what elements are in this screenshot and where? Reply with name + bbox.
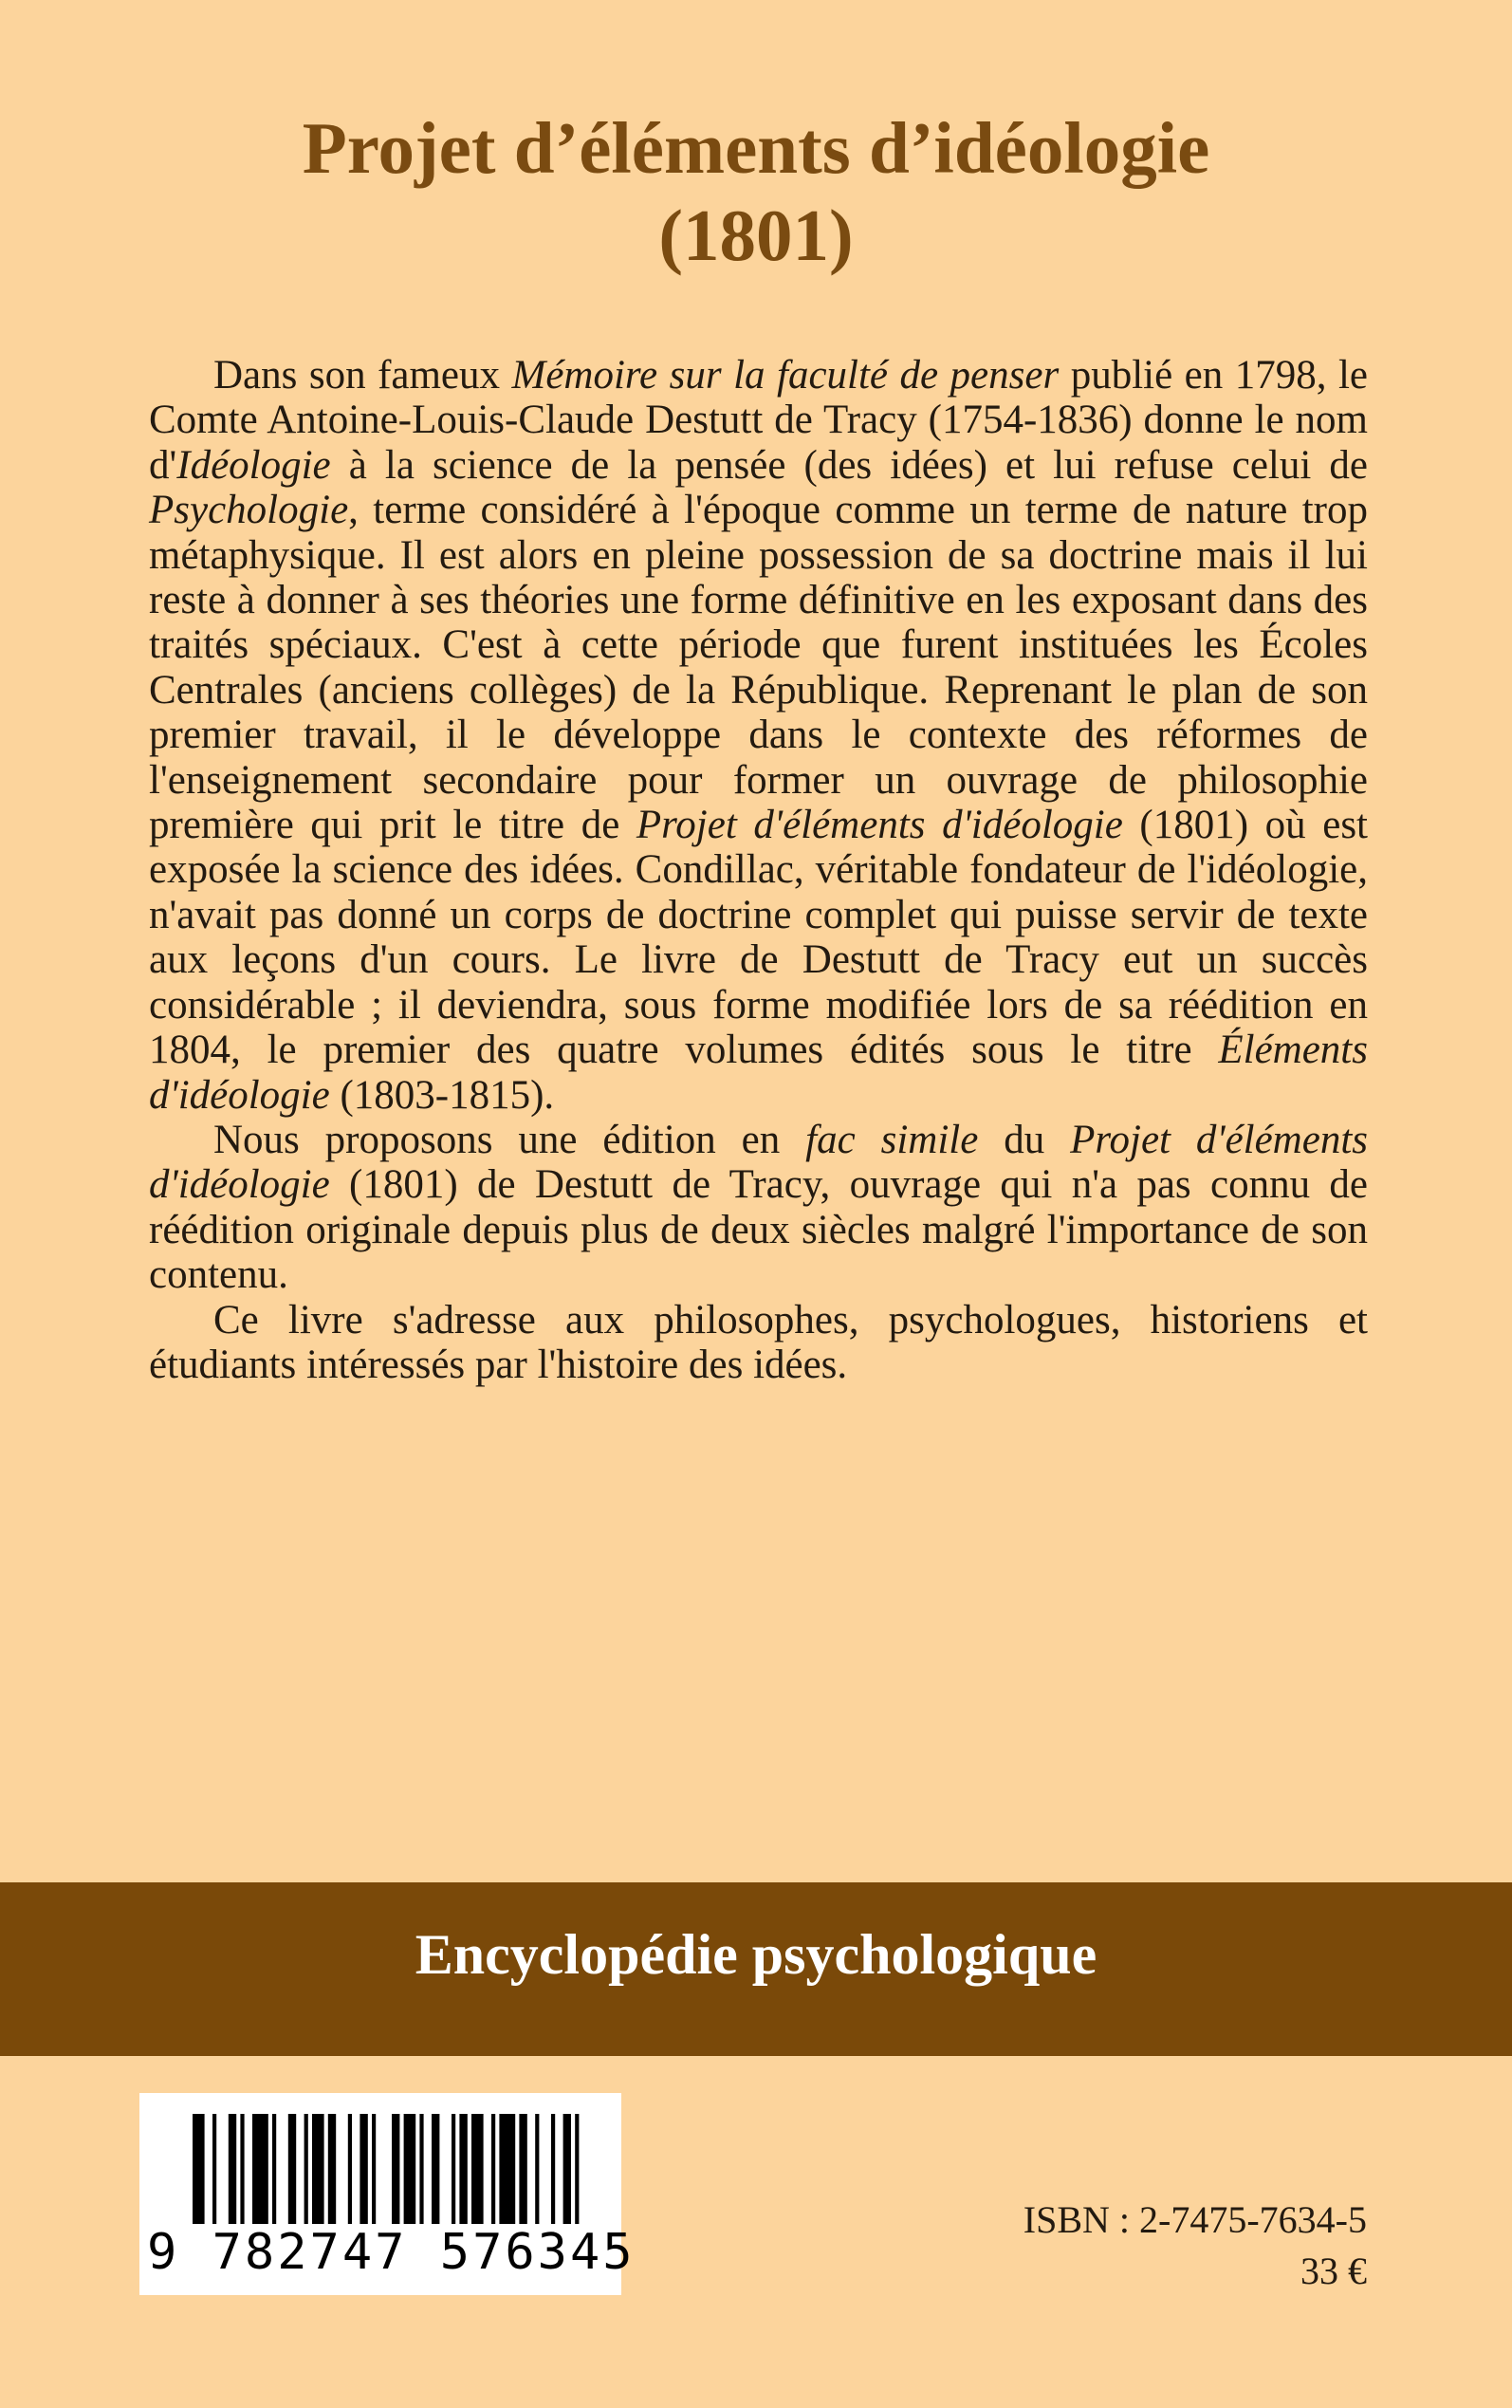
isbn-number: ISBN : 2-7475-7634-5 [1023, 2198, 1367, 2241]
body-text-run: publié en 1798, le Comte Antoine-Louis-Claude Destutt de Tracy (1754-1836) donne le nom d' [149, 353, 1368, 488]
barcode-bar [551, 2114, 555, 2224]
blurb-paragraph [149, 353, 1368, 1118]
body-text-run: à la science de la pensée (des idées) et lui refuse celui de [330, 442, 1368, 488]
book-title-line1: Projet d’éléments d’idéologie [302, 107, 1210, 189]
series-band [0, 1882, 1512, 2056]
barcode-bar [272, 2114, 276, 2224]
barcode-bar [193, 2114, 205, 2224]
body-text-run: (1803-1815). [329, 1072, 555, 1118]
barcode-bar [288, 2114, 296, 2224]
barcode-bar [348, 2114, 352, 2224]
body-text-run: du [978, 1117, 1071, 1162]
italic-title-text: Psychologie [149, 488, 349, 533]
italic-title-text: Idéologie [176, 442, 331, 488]
italic-title-text: fac simile [805, 1117, 979, 1162]
body-text-run: Ce livre s'adresse aux philosophes, psychologues, historiens et étudiants intéressés par l'histoire des idées. [149, 1297, 1368, 1387]
book-title [0, 104, 1512, 279]
body-text-run: , terme considéré à l'époque comme un terme de nature trop métaphysique. Il est alors en pleine possession de sa doctrine mais il lui reste à donner à ses théories une forme définitive en les exposant dans des traités spéciaux. C'est à cette période que furent instituées les Écoles Centrales (anciens collèges) de la République. Reprenant le plan de son premier travail, il le développe dans le contexte des réformes de l'enseignement secondaire pour former un ouvrage de philosophie première qui prit le titre de [149, 488, 1368, 848]
barcode-bar [519, 2114, 526, 2224]
italic-title-text: Mémoire sur la faculté de penser [511, 353, 1060, 398]
barcode-bar [328, 2114, 336, 2224]
book-title-line2: (1801) [658, 194, 854, 276]
barcode-bar [575, 2114, 579, 2224]
body-text-run: Dans son fameux [213, 353, 512, 398]
back-cover-blurb [149, 353, 1368, 1387]
barcode-bar [563, 2114, 571, 2224]
barcode-bar [372, 2114, 376, 2224]
barcode-bar [360, 2114, 367, 2224]
barcode-bar [212, 2114, 216, 2224]
barcode-bar [392, 2114, 399, 2224]
barcode-bar [240, 2114, 244, 2224]
barcode-bar [229, 2114, 236, 2224]
barcode-bar [312, 2114, 324, 2224]
barcode-bar [432, 2114, 439, 2224]
barcode-bar [491, 2114, 495, 2224]
barcode-bar [459, 2114, 467, 2224]
barcode-bar [499, 2114, 515, 2224]
barcode-bar [535, 2114, 539, 2224]
barcode-digits: 9 782747 576345 [147, 2224, 636, 2281]
italic-title-text: Éléments d'idéologie [149, 1028, 1368, 1118]
body-text-run: Nous proposons une édition en [213, 1117, 806, 1162]
barcode-bar [252, 2114, 268, 2224]
barcode-bar [304, 2114, 308, 2224]
barcode-bar [471, 2114, 484, 2224]
barcode-bar [452, 2114, 455, 2224]
blurb-paragraph [149, 1118, 1368, 1298]
price: 33 € [1300, 2250, 1367, 2292]
italic-title-text: Projet d'éléments d'idéologie [636, 803, 1123, 848]
body-text-run: (1801) où est exposée la science des idées. Condillac, véritable fondateur de l'idéologie, n'avait pas donné un corps de doctrine complet qui puisse servir de texte aux leçons d'un cours. Le livre de Destutt de Tracy eut un succès considérable ; il deviendra, sous forme modifiée lors de sa réédition en 1804, le premier des quatre volumes édités sous le titre [149, 803, 1369, 1073]
barcode-bar [419, 2114, 423, 2224]
barcode [139, 2093, 636, 2295]
blurb-paragraph [149, 1298, 1368, 1388]
series-name: Encyclopédie psychologique [415, 1923, 1097, 1986]
italic-title-text: Projet d'éléments d'idéologie [149, 1117, 1369, 1208]
barcode-bar [404, 2114, 416, 2224]
body-text-run: (1801) de Destutt de Tracy, ouvrage qui n'a pas connu de réédition originale depuis plus de deux siècles malgré l'importance de son contenu. [149, 1162, 1368, 1298]
